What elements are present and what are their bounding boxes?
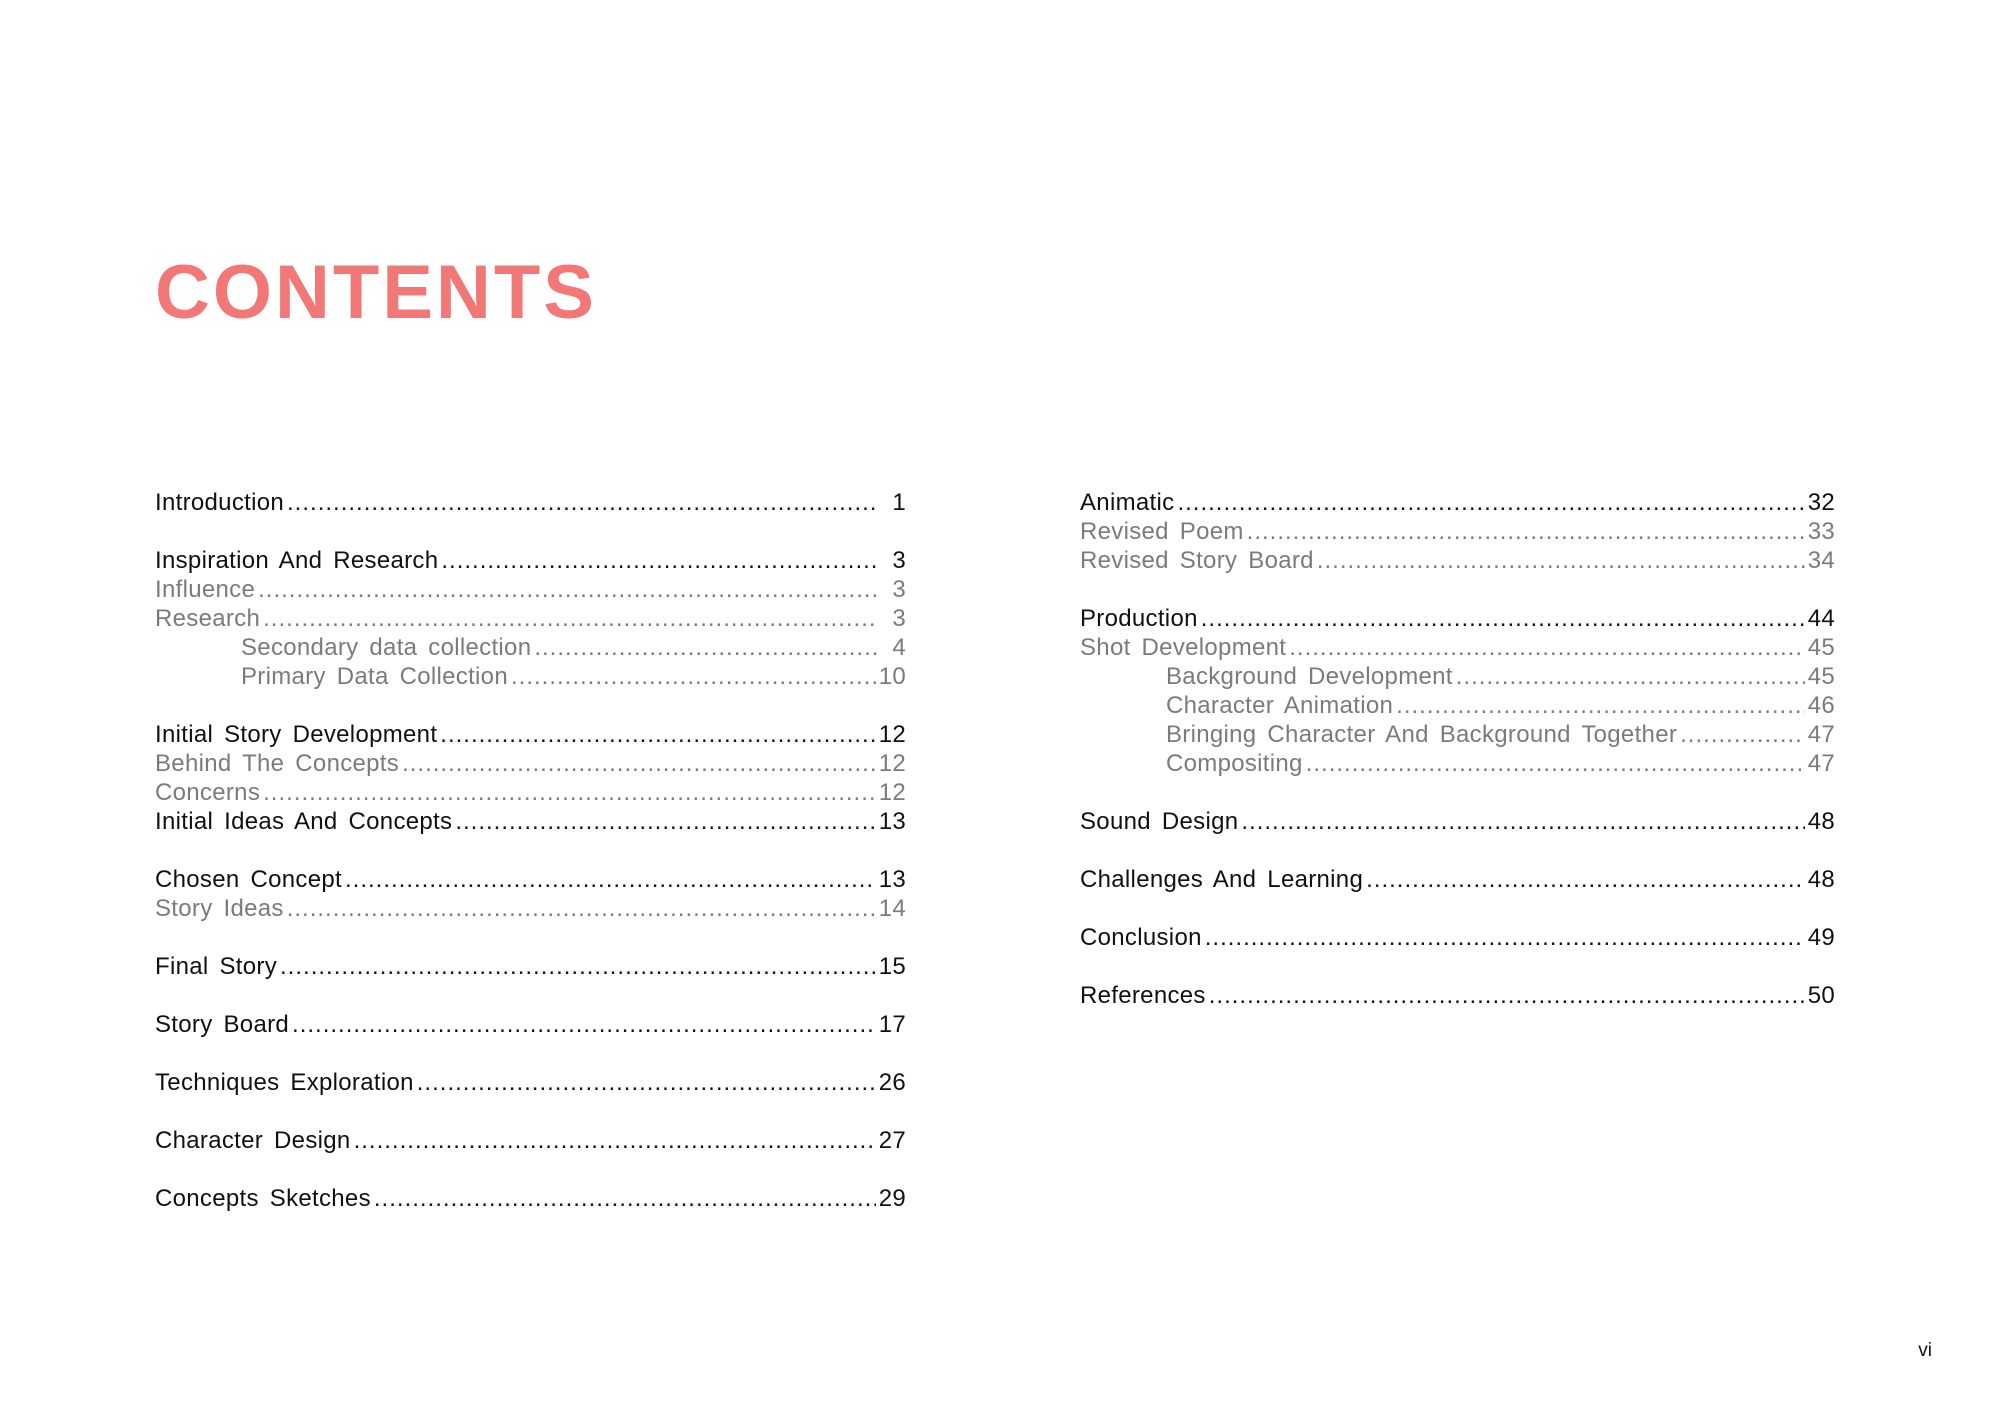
- dot-leader: [455, 807, 875, 836]
- dot-leader: [511, 662, 876, 691]
- toc-entry: [155, 778, 906, 807]
- toc-entry-page: 45: [1807, 663, 1835, 690]
- toc-entry-label: Chosen Concept: [155, 866, 342, 893]
- dot-leader: [1456, 662, 1805, 691]
- toc-entry-label: Shot Development: [1080, 634, 1287, 661]
- toc-entry: [155, 604, 906, 633]
- toc-entry: [1080, 691, 1835, 720]
- dot-leader: [292, 1010, 876, 1039]
- toc-entry: [155, 720, 906, 749]
- toc-entry-label: Concerns: [155, 779, 261, 806]
- toc-entry-page: 29: [878, 1185, 906, 1212]
- toc-entry-page: 46: [1807, 692, 1835, 719]
- dot-leader: [440, 720, 875, 749]
- toc-entry-label: Final Story: [155, 953, 278, 980]
- dot-leader: [263, 604, 877, 633]
- toc-entry-label: Challenges And Learning: [1080, 866, 1364, 893]
- toc-entry: [1080, 807, 1835, 836]
- toc-entry: [1080, 720, 1835, 749]
- toc-entry-label: Influence: [155, 576, 256, 603]
- dot-leader: [374, 1184, 876, 1213]
- toc-entry: [1080, 604, 1835, 633]
- dot-leader: [258, 575, 877, 604]
- dot-leader: [354, 1126, 876, 1155]
- toc-entry-label: Techniques Exploration: [155, 1069, 414, 1096]
- dot-leader: [1205, 923, 1805, 952]
- toc-entry-page: 12: [878, 721, 906, 748]
- toc-entry-label: Inspiration And Research: [155, 547, 439, 574]
- toc-entry-page: 3: [892, 605, 906, 632]
- toc-entry: [155, 1068, 906, 1097]
- toc-entry: [155, 865, 906, 894]
- toc-entry: [1080, 546, 1835, 575]
- dot-leader: [1201, 604, 1805, 633]
- toc-entry: [155, 546, 906, 575]
- toc-entry-label: Background Development: [1166, 663, 1453, 690]
- toc-entry-label: Compositing: [1166, 750, 1303, 777]
- dot-leader: [1306, 749, 1805, 778]
- dot-leader: [402, 749, 876, 778]
- toc-entry-label: Initial Ideas And Concepts: [155, 808, 453, 835]
- toc-entry-label: Research: [155, 605, 261, 632]
- toc-entry: [1080, 865, 1835, 894]
- toc-entry: [1080, 633, 1835, 662]
- toc-entry: [1080, 923, 1835, 952]
- dot-leader: [1177, 488, 1804, 517]
- toc-entry-page: 47: [1807, 750, 1835, 777]
- toc-entry-label: Character Design: [155, 1127, 351, 1154]
- toc-entry-page: 12: [878, 779, 906, 806]
- dot-leader: [287, 488, 877, 517]
- dot-leader: [287, 894, 876, 923]
- dot-leader: [534, 633, 877, 662]
- dot-leader: [1680, 720, 1805, 749]
- toc-entry: [1080, 662, 1835, 691]
- toc-entry-page: 15: [878, 953, 906, 980]
- toc-entry-label: Story Board: [155, 1011, 290, 1038]
- dot-leader: [417, 1068, 876, 1097]
- toc-entry-page: 10: [878, 663, 906, 690]
- toc-entry-label: Primary Data Collection: [241, 663, 508, 690]
- toc-entry: [155, 633, 906, 662]
- dot-leader: [1396, 691, 1805, 720]
- toc-entry-page: 14: [878, 895, 906, 922]
- toc-entry-page: 44: [1807, 605, 1835, 632]
- dot-leader: [441, 546, 877, 575]
- toc-entry-page: 48: [1807, 866, 1835, 893]
- toc-entry-page: 4: [892, 634, 906, 661]
- toc-entry-page: 13: [878, 866, 906, 893]
- toc-entry-label: Behind The Concepts: [155, 750, 400, 777]
- toc-entry-label: Conclusion: [1080, 924, 1202, 951]
- toc-entry-page: 33: [1807, 518, 1835, 545]
- toc-entry: [155, 1126, 906, 1155]
- toc-entry-page: 27: [878, 1127, 906, 1154]
- toc-entry-page: 3: [892, 547, 906, 574]
- dot-leader: [1366, 865, 1805, 894]
- toc-entry: [155, 894, 906, 923]
- dot-leader: [263, 778, 876, 807]
- dot-leader: [1241, 807, 1804, 836]
- dot-leader: [1317, 546, 1805, 575]
- toc-entry-label: Secondary data collection: [241, 634, 532, 661]
- toc-entry-label: Revised Story Board: [1080, 547, 1314, 574]
- toc-entry: [1080, 749, 1835, 778]
- toc-entry-page: 17: [878, 1011, 906, 1038]
- toc-entry-label: Initial Story Development: [155, 721, 438, 748]
- toc-entry-page: 32: [1807, 489, 1835, 516]
- toc-entry-page: 3: [892, 576, 906, 603]
- toc-entry: [155, 575, 906, 604]
- toc-entry: [155, 807, 906, 836]
- page-title: CONTENTS: [155, 250, 597, 335]
- toc-entry-label: Character Animation: [1166, 692, 1394, 719]
- toc-entry-page: 13: [878, 808, 906, 835]
- toc-entry-label: Animatic: [1080, 489, 1175, 516]
- dot-leader: [1289, 633, 1804, 662]
- toc-entry-page: 45: [1807, 634, 1835, 661]
- toc-entry-page: 47: [1807, 721, 1835, 748]
- dot-leader: [1247, 517, 1805, 546]
- page-number: vi: [1918, 1340, 1932, 1361]
- dot-leader: [345, 865, 876, 894]
- toc-entry-label: Concepts Sketches: [155, 1185, 371, 1212]
- toc-left-column: [155, 488, 906, 1213]
- toc-entry: [1080, 488, 1835, 517]
- toc-entry: [155, 662, 906, 691]
- toc-entry-label: Sound Design: [1080, 808, 1239, 835]
- toc-entry-label: Story Ideas: [155, 895, 284, 922]
- toc-entry: [155, 488, 906, 517]
- toc-entry-label: Introduction: [155, 489, 285, 516]
- toc-entry-label: Bringing Character And Background Together: [1166, 721, 1678, 748]
- toc-entry: [1080, 981, 1835, 1010]
- toc-entry: [155, 1184, 906, 1213]
- toc-entry-label: Production: [1080, 605, 1198, 632]
- toc-entry: [1080, 517, 1835, 546]
- toc-entry: [155, 1010, 906, 1039]
- toc-entry-label: References: [1080, 982, 1206, 1009]
- toc-entry-label: Revised Poem: [1080, 518, 1244, 545]
- dot-leader: [280, 952, 876, 981]
- toc-entry-page: 1: [892, 489, 906, 516]
- toc-entry: [155, 952, 906, 981]
- toc-right-column: [1080, 488, 1835, 1010]
- toc-entry-page: 34: [1807, 547, 1835, 574]
- toc-entry-page: 26: [878, 1069, 906, 1096]
- toc-entry-page: 12: [878, 750, 906, 777]
- toc-entry-page: 49: [1807, 924, 1835, 951]
- toc-entry-page: 50: [1807, 982, 1835, 1009]
- dot-leader: [1209, 981, 1805, 1010]
- toc-entry-page: 48: [1807, 808, 1835, 835]
- toc-entry: [155, 749, 906, 778]
